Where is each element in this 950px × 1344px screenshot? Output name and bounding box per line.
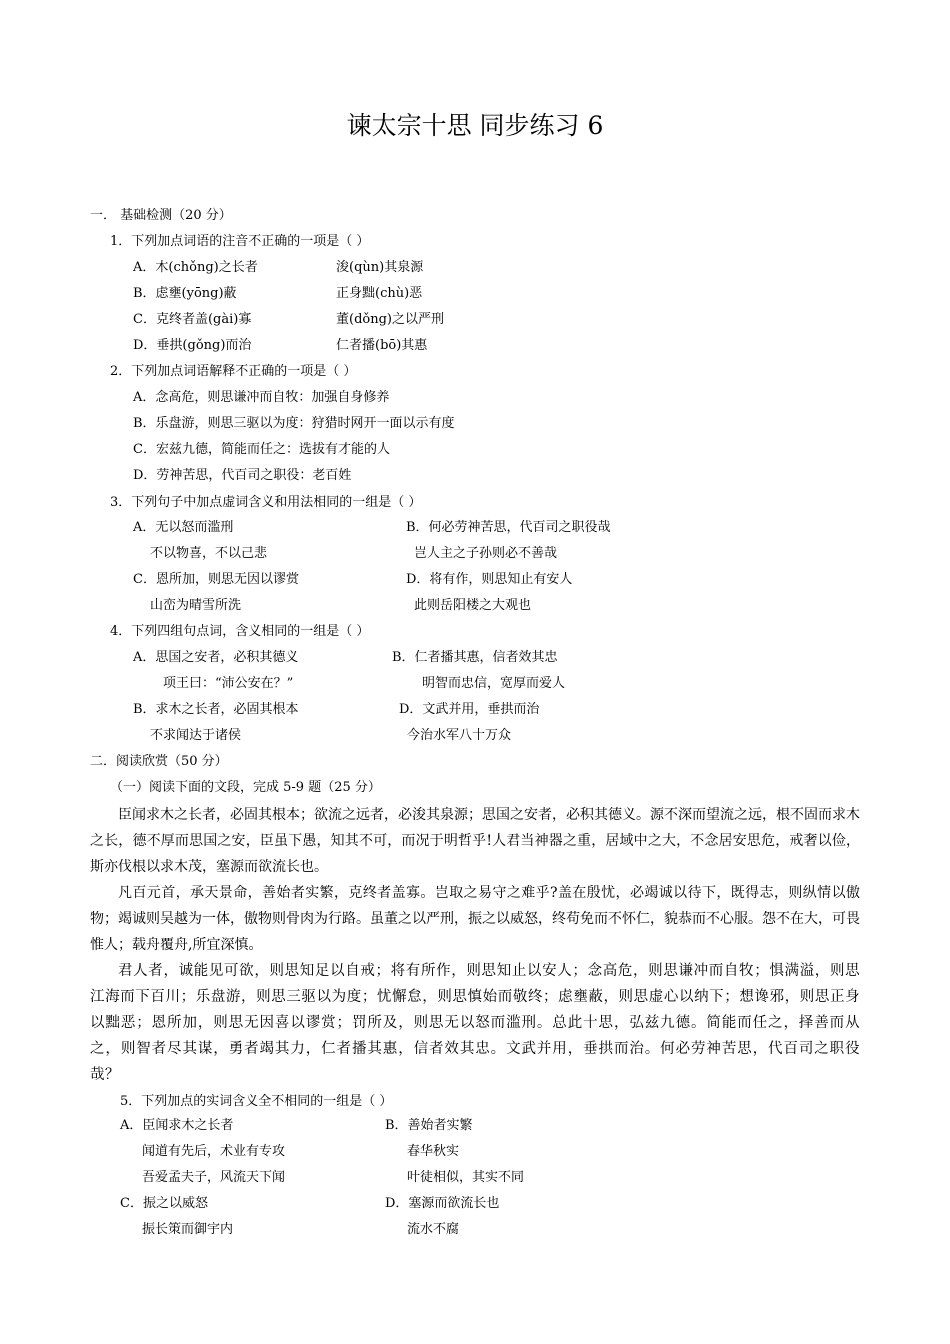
q1-option-d-left: D．垂拱(gǒng)而治 [133,338,252,353]
page-title: 谏太宗十思 同步练习 6 [346,111,604,140]
q5-option-b-line1: B．善始者实繁 [385,1118,473,1133]
q4-option-d-line1: D．文武并用，垂拱而治 [399,702,540,717]
q5-option-b-line2: 春华秋实 [407,1144,460,1159]
q5-option-c-line2: 振长策而御宇内 [142,1222,234,1237]
q1-option-a-left: A．木(chǒng)之长者 [133,260,258,275]
section1-heading: 一． 基础检测（20 分） [90,208,232,223]
section2-subheading: （一）阅读下面的文段，完成 5-9 题（25 分） [110,780,381,795]
q5-option-a-line1: A．臣闻求木之长者 [120,1118,234,1133]
q4-option-d-line2: 今治水军八十万众 [407,728,512,743]
q3-option-b-line2: 岂人主之子孙则必不善哉 [414,546,558,561]
q4-option-a-line2: 项王曰：“沛公安在？” [163,676,294,691]
q5-stem: 5．下列加点的实词含义全不相同的一组是（ ） [120,1094,393,1109]
q1-option-d-right: 仁者播(bō)其惠 [336,338,428,353]
q3-option-a-line1: A．无以怒而滥刑 [133,520,234,535]
section2-heading: 二．阅读欣赏（50 分） [90,754,228,769]
q3-stem: 3．下列句子中加点虚词含义和用法相同的一组是（ ） [110,495,422,510]
q4-option-c-line1: B．求木之长者，必固其根本 [133,702,299,717]
q4-option-a-line1: A．思国之安者，必积其德义 [133,650,299,665]
q2-option-d: D．劳神苦思，代百司之职役：老百姓 [133,468,352,483]
q5-option-a-line3: 吾爱孟夫子，风流天下闻 [142,1170,286,1185]
q5-option-c-line1: C．振之以威怒 [120,1196,208,1211]
q1-stem: 1．下列加点词语的注音不正确的一项是（ ） [110,234,370,249]
q3-option-c-line1: C．恩所加，则思无因以谬赏 [133,572,299,587]
q3-option-d-line2: 此则岳阳楼之大观也 [414,598,532,613]
q1-option-c-left: C．克终者盖(gài)寡 [133,312,252,327]
passage-paragraph-3: 君人者，诚能见可欲，则思知足以自戒；将有所作，则思知止以安人；念高危，则思谦冲而自牧；惧满溢，则思江海而下百川；乐盘游，则思三驱以为度；忧懈怠，则思慎始而敬终；虑壅蔽，则思虚心以纳下；想谗邪，则思正身以黜恶；恩所加，则思无因喜以谬赏；罚所及，则思无以怒而滥刑。总此十思，弘兹九德。简能而任之，择善而从之，则智者尽其谋，勇者竭其力，仁者播其惠，信者效其忠。文武并用，垂拱而治。何必劳神苦思，代百司之职役哉？ [90,963,860,1083]
q2-option-c: C．宏兹九德，简能而任之：选拔有才能的人 [133,442,390,457]
q1-option-c-right: 董(dǒng)之以严刑 [336,312,444,327]
q3-option-d-line1: D．将有作，则思知止有安人 [406,572,573,587]
q2-stem: 2．下列加点词语解释不正确的一项是（ ） [110,364,357,379]
q1-option-b-left: B．虑壅(yōng)蔽 [133,286,237,301]
passage-paragraph-1: 臣闻求木之长者，必固其根本；欲流之远者，必浚其泉源；思国之安者，必积其德义。源不深而望流之远，根不固而求木之长，德不厚而思国之安，臣虽下愚，知其不可，而况于明哲乎!人君当神器之重，居域中之大，不念居安思危，戒奢以俭，斯亦伐根以求木茂，塞源而欲流长也。 [90,807,860,875]
q2-option-a: A．念高危，则思谦冲而自牧：加强自身修养 [133,390,390,405]
q5-option-b-line3: 叶徒相似，其实不同 [407,1170,525,1185]
q3-option-c-line2: 山峦为晴雪所洗 [150,598,242,613]
q5-option-a-line2: 闻道有先后，术业有专攻 [142,1144,286,1159]
q2-option-b: B．乐盘游，则思三驱以为度：狩猎时网开一面以示有度 [133,416,455,431]
passage-paragraph-2: 凡百元首，承天景命，善始者实繁，克终者盖寡。岂取之易守之难乎?盖在殷忧，必竭诚以待下，既得志，则纵情以傲物；竭诚则吴越为一体，傲物则骨肉为行路。虽董之以严刑，振之以威怒，终苟免而不怀仁，貌恭而不心服。怨不在大，可畏惟人；载舟覆舟,所宜深慎。 [90,885,860,953]
q4-option-b-line1: B．仁者播其惠，信者效其忠 [392,650,558,665]
q4-option-b-line2: 明智而忠信，宽厚而爱人 [422,676,566,691]
q3-option-a-line2: 不以物喜，不以己悲 [150,546,268,561]
q4-stem: 4．下列四组句点词，含义相同的一组是（ ） [110,624,370,639]
q1-option-b-right: 正身黜(chù)恶 [336,286,423,301]
q5-option-d-line1: D．塞源而欲流长也 [385,1196,500,1211]
q3-option-b-line1: B．何必劳神苦思，代百司之职役哉 [406,520,611,535]
q1-option-a-right: 浚(qùn)其泉源 [336,260,424,275]
q5-option-d-line2: 流水不腐 [407,1222,460,1237]
q4-option-c-line2: 不求闻达于诸侯 [150,728,242,743]
